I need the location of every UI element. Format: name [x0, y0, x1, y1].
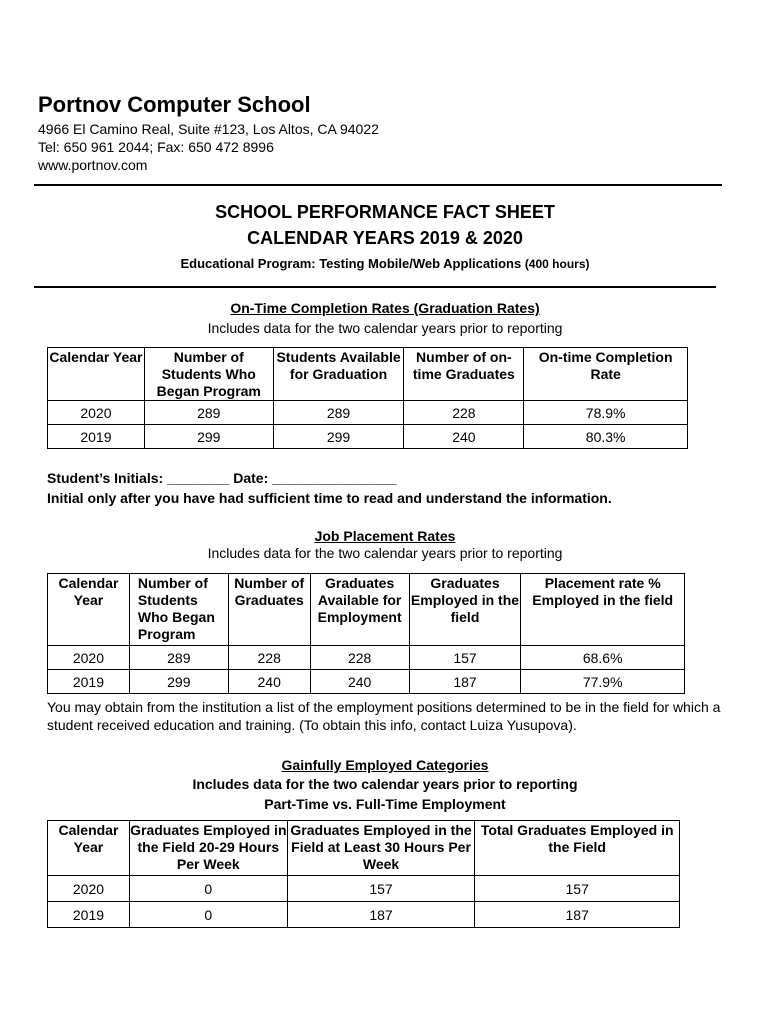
column-header: Number of on-time Graduates	[404, 348, 524, 401]
table-row	[48, 670, 685, 694]
placement-note: You may obtain from the institution a list of the employment positions determined to be in the field for which a student received education and training. (To obtain this info, contact Luiza Yusupova).	[47, 699, 721, 733]
doc-title-line2: CALENDAR YEARS 2019 & 2020	[247, 228, 523, 248]
placement-subtitle: Includes data for the two calendar years prior to reporting	[207, 545, 563, 561]
table-cell: 187	[409, 670, 521, 694]
table-cell: 80.3%	[524, 425, 688, 449]
educational-program	[0, 256, 770, 271]
table-cell: 2020	[48, 646, 130, 670]
table-cell: 0	[129, 902, 287, 928]
table-cell: 299	[129, 670, 228, 694]
column-header: Graduates Available for Employment	[310, 574, 409, 646]
gainful-table	[47, 820, 680, 928]
program-name: Educational Program: Testing Mobile/Web Applications	[180, 256, 522, 271]
table-cell: 68.6%	[521, 646, 685, 670]
column-header: Graduates Employed in the field	[409, 574, 521, 646]
table-cell: 240	[404, 425, 524, 449]
table-cell: 299	[273, 425, 404, 449]
initials-instruction: Initial only after you have had sufficient time to read and understand the information.	[47, 490, 612, 506]
table-cell: 289	[273, 401, 404, 425]
table-cell: 157	[409, 646, 521, 670]
program-hours: (400 hours)	[524, 257, 590, 271]
column-header: Calendar Year	[48, 348, 145, 401]
completion-subtitle: Includes data for the two calendar years prior to reporting	[207, 320, 563, 336]
table-header-row	[48, 821, 680, 876]
column-header: Calendar Year	[48, 821, 130, 876]
section-divider	[34, 286, 716, 288]
table-header-row	[48, 348, 688, 401]
column-header: Placement rate % Employed in the field	[521, 574, 685, 646]
column-header: On-time Completion Rate	[524, 348, 688, 401]
table-cell: 228	[228, 646, 310, 670]
gainful-subtitle: Includes data for the two calendar years prior to reporting	[192, 776, 578, 792]
student-initials-line: Student’s Initials: ________ Date: ________________	[47, 470, 397, 486]
gainful-title: Gainfully Employed Categories	[281, 757, 489, 773]
table-cell: 2020	[48, 401, 145, 425]
placement-table	[47, 573, 685, 694]
school-phone-fax: Tel: 650 961 2044; Fax: 650 472 8996	[38, 139, 274, 155]
school-name: Portnov Computer School	[38, 92, 311, 117]
table-cell: 157	[287, 876, 475, 902]
table-row	[48, 425, 688, 449]
table-cell: 187	[287, 902, 475, 928]
column-header: Graduates Employed in the Field at Least 30 Hours Per Week	[287, 821, 475, 876]
completion-title: On-Time Completion Rates (Graduation Rates)	[230, 300, 540, 316]
school-website: www.portnov.com	[38, 157, 148, 173]
table-cell: 228	[404, 401, 524, 425]
table-cell: 2019	[48, 902, 130, 928]
table-row	[48, 646, 685, 670]
column-header: Number of Students Who Began Program	[129, 574, 228, 646]
school-address: 4966 El Camino Real, Suite #123, Los Altos, CA 94022	[38, 121, 379, 137]
table-cell: 228	[310, 646, 409, 670]
table-cell: 240	[310, 670, 409, 694]
table-cell: 0	[129, 876, 287, 902]
column-header: Number of Graduates	[228, 574, 310, 646]
table-cell: 2019	[48, 670, 130, 694]
table-cell: 78.9%	[524, 401, 688, 425]
table-cell: 187	[475, 902, 680, 928]
table-row	[48, 902, 680, 928]
table-header-row	[48, 574, 685, 646]
doc-title-line1: SCHOOL PERFORMANCE FACT SHEET	[215, 202, 555, 222]
table-cell: 2019	[48, 425, 145, 449]
table-row	[48, 401, 688, 425]
table-cell: 299	[144, 425, 273, 449]
table-cell: 2020	[48, 876, 130, 902]
placement-title: Job Placement Rates	[314, 528, 456, 544]
gainful-subtitle-2: Part-Time vs. Full-Time Employment	[264, 796, 506, 812]
header-divider	[34, 184, 722, 186]
column-header: Students Available for Graduation	[273, 348, 404, 401]
completion-table	[47, 347, 688, 449]
table-cell: 289	[144, 401, 273, 425]
column-header: Graduates Employed in the Field 20-29 Hours Per Week	[129, 821, 287, 876]
column-header: Number of Students Who Began Program	[144, 348, 273, 401]
column-header: Calendar Year	[48, 574, 130, 646]
table-row	[48, 876, 680, 902]
table-cell: 77.9%	[521, 670, 685, 694]
table-cell: 240	[228, 670, 310, 694]
table-cell: 157	[475, 876, 680, 902]
column-header: Total Graduates Employed in the Field	[475, 821, 680, 876]
table-cell: 289	[129, 646, 228, 670]
